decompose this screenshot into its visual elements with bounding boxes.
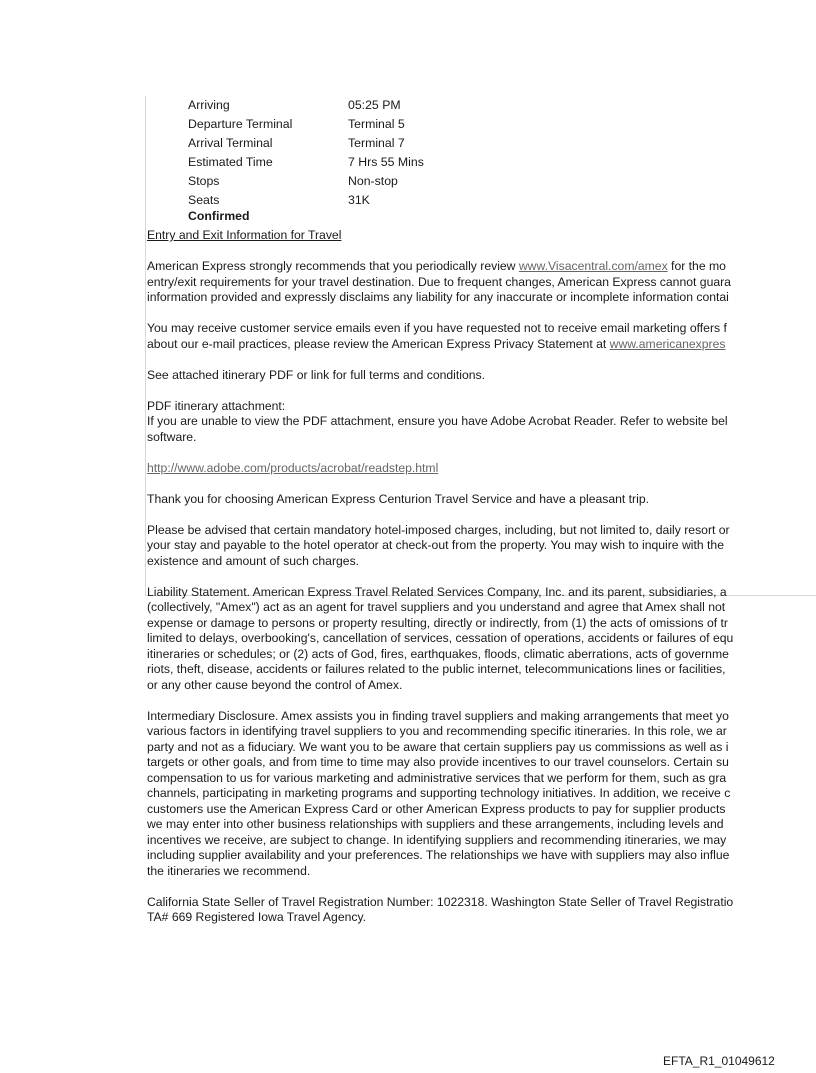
paragraph-line: party and not as a fiduciary. We want you to be aware that certain suppliers pay us commissions as well as i: [147, 739, 729, 754]
paragraph-line: limited to delays, overbooking's, cancellation of services, cessation of operations, accidents or failures of equ: [147, 631, 734, 645]
flight-row: [188, 172, 424, 191]
paragraph-line: software.: [147, 429, 197, 444]
paragraph-line: (collectively, "Amex") act as an agent for travel suppliers and you understand and agree that Amex shall not: [147, 600, 726, 614]
paragraph-line: Please be advised that certain mandatory hotel-imposed charges, including, but not limited to, daily resort or: [147, 522, 730, 537]
flight-label: Arrival Terminal: [188, 136, 273, 150]
paragraph-line: Intermediary Disclosure. Amex assists you in finding travel suppliers and making arrangements that meet yo: [147, 708, 729, 723]
paragraph-line: riots, theft, disease, accidents or failures related to the public internet, telecommunications lines or facilities,: [147, 662, 726, 676]
thank-you-note: Thank you for choosing American Express Centurion Travel Service and have a pleasant trip.: [147, 491, 649, 506]
flight-value: Terminal 5: [348, 117, 405, 131]
paragraph-line: incentives we receive, are subject to change. In identifying suppliers and recommending itineraries, we may: [147, 832, 727, 847]
paragraph-line: American Express strongly recommends that you periodically review www.Visacentral.com/amex for the mo: [147, 259, 726, 273]
adobe-reader-link[interactable]: http://www.adobe.com/products/acrobat/readstep.html: [147, 460, 439, 475]
entry-exit-heading: Entry and Exit Information for Travel: [147, 228, 342, 242]
paragraph-line: targets or other goals, and from time to time may also provide incentives to our travel counselors. Certain su: [147, 755, 729, 769]
flight-row: [188, 153, 424, 172]
flight-value: Non-stop: [348, 174, 398, 188]
paragraph-line: we may enter into other business relationships with suppliers and these arrangements, including levels and: [147, 817, 724, 831]
paragraph-line: [147, 461, 816, 477]
paragraph-line: or any other cause beyond the control of Amex.: [147, 677, 403, 692]
paragraph-line: TA# 669 Registered Iowa Travel Agency.: [147, 910, 367, 924]
flight-label: Estimated Time: [188, 155, 273, 169]
paragraph-line: California State Seller of Travel Registration Number: 1022318. Washington State Seller of Travel Registratio: [147, 894, 734, 909]
paragraph-line: about our e-mail practices, please review the American Express Privacy Statement at www.americanexpres: [147, 336, 726, 351]
flight-value: 7 Hrs 55 Mins: [348, 155, 424, 169]
flight-value: 31K: [348, 193, 370, 207]
paragraph-line: the itineraries we recommend.: [147, 863, 311, 878]
paragraph-line: information provided and expressly disclaims any liability for any inaccurate or incomplete information contai: [147, 290, 729, 304]
paragraph-line: You may receive customer service emails even if you have requested not to receive email marketing offers f: [147, 321, 727, 335]
flight-row: [188, 115, 424, 134]
flight-label: Arriving: [188, 98, 230, 112]
paragraph-line: compensation to us for various marketing and administrative services that we perform for them, such as gra: [147, 770, 727, 785]
paragraph-line: existence and amount of such charges.: [147, 553, 360, 568]
flight-row: [188, 96, 424, 115]
privacy-statement-link[interactable]: www.americanexpres: [609, 336, 726, 351]
paragraph-line: If you are unable to view the PDF attachment, ensure you have Adobe Acrobat Reader. Refer to website bel: [147, 414, 728, 428]
attached-itinerary-note: See attached itinerary PDF or link for full terms and conditions.: [147, 367, 486, 382]
paragraph-line: entry/exit requirements for your travel destination. Due to frequent changes, American Express cannot guara: [147, 274, 731, 289]
booking-status: Confirmed: [188, 209, 250, 223]
visacentral-link[interactable]: www.Visacentral.com/amex: [518, 259, 668, 273]
paragraph-line: your stay and payable to the hotel operator at check-out from the property. You may wish to inquire with the: [147, 538, 724, 552]
flight-label: Seats: [188, 193, 220, 207]
paragraph-line: channels, participating in marketing programs and supporting technology initiatives. In addition, we receive c: [147, 786, 731, 800]
flight-row: [188, 191, 424, 210]
paragraph-line: expense or damage to persons or property resulting, directly or indirectly, from (1) the acts of omissions of tr: [147, 615, 728, 630]
paragraph-line: various factors in identifying travel suppliers to you and recommending specific itineraries. In this role, we ar: [147, 724, 727, 738]
paragraph-line: Liability Statement. American Express Travel Related Services Company, Inc. and its parent, subsidiaries, a: [147, 584, 727, 599]
flight-value: 05:25 PM: [348, 98, 401, 112]
flight-label: Departure Terminal: [188, 117, 293, 131]
paragraph-line: PDF itinerary attachment:: [147, 398, 286, 413]
flight-value: Terminal 7: [348, 136, 405, 150]
paragraph-line: itineraries or schedules; or (2) acts of God, fires, earthquakes, floods, climatic aberrations, acts of governme: [147, 646, 729, 661]
flight-label: Stops: [188, 174, 220, 188]
paragraph-line: customers use the American Express Card or other American Express products to pay for supplier products: [147, 801, 726, 816]
paragraph-line: including supplier availability and your preferences. The relationships we have with suppliers may also influe: [147, 848, 730, 862]
flight-details-table: [188, 96, 424, 210]
flight-row: [188, 134, 424, 153]
document-id-footer: EFTA_R1_01049612: [663, 1054, 775, 1068]
terms-content: [147, 228, 816, 926]
